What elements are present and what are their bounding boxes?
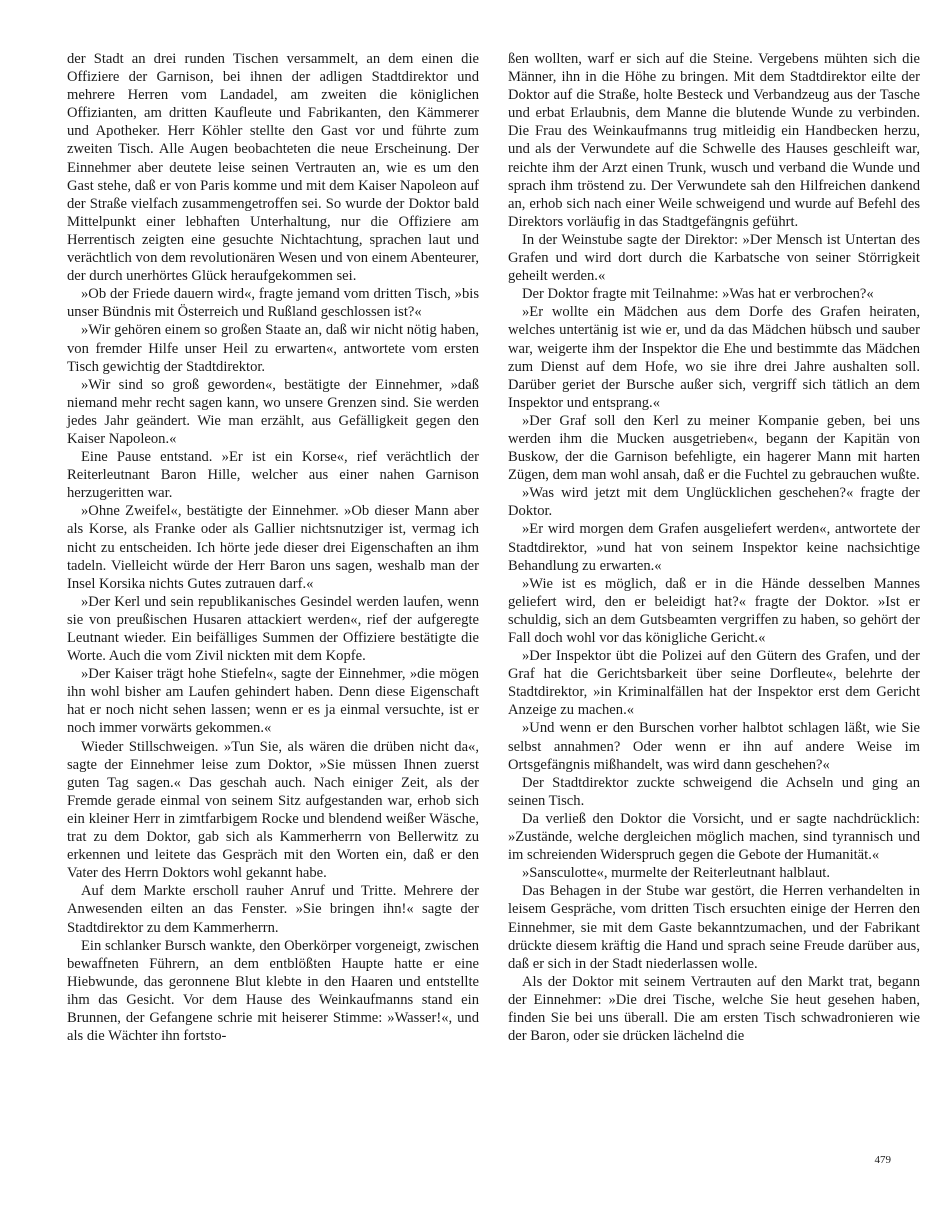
paragraph: Der Doktor fragte mit Teilnahme: »Was hat er verbrochen?« [522, 286, 874, 303]
paragraph: »Er wird morgen dem Grafen ausgeliefert werden«, antwortete der Stadtdirektor, »und hat von seinem Inspektor keine nachsichtige Behandlung zu erwarten.« [508, 521, 920, 574]
paragraph: In der Weinstube sagte der Direktor: »Der Mensch ist Untertan des Grafen und wird dort durch die Karbatsche von seiner Störrigkeit geheilt werden.« [508, 231, 920, 285]
paragraph: »Der Kerl und sein republikanisches Gesindel werden laufen, wenn sie von preußischen Husaren attackiert werden«, rief der aufgeregte Leutnant wieder. Ein beifälliges Summen der Offiziere bestätigte die Worte. Auch die vom Zivil nickten mit dem Kopfe. [67, 593, 479, 665]
paragraph: Wieder Stillschweigen. »Tun Sie, als wären die drüben nicht da«, sagte der Einnehmer leise zum Doktor, »Sie müssen Ihnen zuerst guten Tag sagen.« Das geschah auch. Nach einiger Zeit, als der Fremde gerade einmal von seinem Sitz aufgestanden war, erhob sich ein kleiner Herr in zimtfarbigem Rocke und blendend weißer Wäsche, trat zu dem Doktor, gab sich als Kammerherrn von Bellerwitz zu erkennen und leitete das Gespräch mit den Worten ein, daß er den Vater des Herrn Doktors wohl gekannt habe. [67, 738, 479, 882]
paragraph: »Der Kaiser trägt hohe Stiefeln«, sagte der Einnehmer, »die mögen ihn wohl bisher am Laufen gehindert haben. Denn diese Eigenschaft hat er noch nicht sehen lassen; wenn er es ja einmal versuchte, ist er noch immer vorwärts gekommen.« [67, 666, 479, 737]
paragraph: »Wir gehören einem so großen Staate an, daß wir nicht nötig haben, von fremder Hilfe unser Heil zu erwarten«, antwortete vom ersten Tisch gewichtig der Stadtdirektor. [67, 322, 479, 375]
paragraph: »Der Inspektor übt die Polizei auf den Gütern des Grafen, und der Graf hat die Gerichtsbarkeit über seine Dorfleute«, belehrte der Stadtdirektor, »in Kriminalfällen hat der Inspektor erst dem Gericht Anzeige zu machen.« [508, 648, 920, 719]
paragraph: ßen wollten, warf er sich auf die Steine. Vergebens mühten sich die Männer, ihn in die Höhe zu bringen. Mit dem Stadtdirektor eilte der Doktor auf die Straße, holte Besteck und Verbandzeug aus der Tasche und erbat Erlaubnis, dem Manne die blutende Wunde zu verbinden. Die Frau des Weinkaufmanns trug mitleidig ein Handbecken herzu, und als der Verwundete auf die Schwelle des Hauses geschleift war, reichte ihm der Arzt einen Trunk, wusch und verband die Wunde und sprach ihm tröstend zu. Der Verwundete sah den Hilfreichen dankend an, erhob sich nach einer Weile schweigend und wurde auf Befehl des Direktors vorläufig in das Stadtgefängnis geführt. [508, 51, 920, 230]
paragraph: Da verließ den Doktor die Vorsicht, und er sagte nachdrücklich: »Zustände, welche dergleichen möglich machen, sind tyrannisch und im schreienden Widerspruch gegen die Gebote der Humanität.« [508, 810, 920, 864]
paragraph: »Und wenn er den Burschen vorher halbtot schlagen läßt, wie Sie selbst annahmen? Oder wenn er ihn auf andere Weise im Ortsgefängnis mißhandelt, was wird dann geschehen?« [508, 720, 920, 773]
paragraph: Eine Pause entstand. »Er ist ein Korse«, rief verächtlich der Reiterleutnant Baron Hille, welcher aus einer nahen Garnison herzugeritten war. [67, 449, 479, 502]
page-number: 479 [874, 1154, 891, 1166]
paragraph: »Sansculotte«, murmelte der Reiterleutnant halblaut. [522, 865, 831, 882]
paragraph: »Was wird jetzt mit dem Unglücklichen geschehen?« fragte der Doktor. [508, 485, 920, 520]
paragraph: Der Stadtdirektor zuckte schweigend die Achseln und ging an seinen Tisch. [508, 774, 920, 809]
paragraph: Ein schlanker Bursch wankte, den Oberkörper vorgeneigt, zwischen bewaffneten Führern, an dem entblößten Haupte hatte er eine Hiebwunde, das geronnene Blut klebte in den Haaren und entstellte ihm das Gesicht. Vor dem Hause des Weinkaufmanns stand ein Brunnen, der Gefangene schrie mit heiserer Stimme: »Wasser!«, und als die Wächter ihn fortsto- [67, 937, 479, 1045]
paragraph: »Wir sind so groß geworden«, bestätigte der Einnehmer, »daß niemand mehr recht sagen kann, wo unsere Grenzen sind. Sie werden jedes Jahr geändert. Wie man erzählt, aus Gefälligkeit gegen den Kaiser Napoleon.« [67, 376, 479, 447]
paragraph: Auf dem Markte erscholl rauher Anruf und Tritte. Mehrere der Anwesenden eilten an das Fenster. »Sie bringen ihn!« sagte der Stadtdirektor zu dem Kammerherrn. [67, 883, 479, 936]
left-column [67, 50, 479, 1045]
paragraph: der Stadt an drei runden Tischen versammelt, an dem einen die Offiziere der Garnison, bei ihnen der adligen Stadtdirektor und mehrere Herren vom Landadel, am zweiten die königlichen Offizianten, am dritten Kaufleute und Fabrikanten, den Kämmerer und Apotheker. Herr Köhler stellte den Gast vor und führte zum zweiten Tisch. Alle Augen beobachteten die neue Erscheinung. Der Einnehmer aber deutete leise seinen Vertrauten an, wie es um den Gast stehe, daß er von Paris komme und mit dem Kaiser Napoleon auf der Straße vielfach zusammengetroffen sei. So wurde der Doktor bald Mittelpunkt einer lebhaften Unterhaltung, nur die Offiziere am Herrentisch zeigten eine gesuchte Nichtachtung, sprachen laut und verächtlich von dem revolutionären Wesen und von einem Abenteurer, der durch unerhörtes Glück heraufgekommen sei. [67, 51, 479, 285]
paragraph: »Wie ist es möglich, daß er in die Hände desselben Mannes geliefert wird, den er beleidigt hat?« fragte der Doktor. »Ist er schuldig, sich an dem Gutsbeamten vergriffen zu haben, so gehört der Fall doch wohl vor das königliche Gericht.« [508, 575, 920, 646]
paragraph: Das Behagen in der Stube war gestört, die Herren verhandelten in leisem Gespräche, vom dritten Tisch ersuchten einige der Herren den Einnehmer, sie mit dem Gaste bekanntzumachen, und der Fabrikant drückte diesem kräftig die Hand und sprach seine Freude darüber aus, daß er sich in der Stadt niederlassen wolle. [508, 883, 920, 972]
paragraph: »Ohne Zweifel«, bestätigte der Einnehmer. »Ob dieser Mann aber als Korse, als Franke oder als Gallier nichtsnutziger ist, vermag ich nicht zu entscheiden. Ich hörte jede dieser drei Eigenschaften an ihm tadeln. Vielleicht würde der Herr Baron uns sagen, weshalb man der Insel Korsika nichts Gutes zutrauen darf.« [67, 503, 479, 592]
right-column [508, 50, 920, 1045]
paragraph: »Ob der Friede dauern wird«, fragte jemand vom dritten Tisch, »bis unser Bündnis mit Österreich und Rußland geschlossen ist?« [67, 286, 479, 321]
paragraph: »Er wollte ein Mädchen aus dem Dorfe des Grafen heiraten, welches untertänig ist wie er, und da das Mädchen hübsch und sauber war, weigerte ihm der Inspektor die Ehe und bestimmte das Mädchen zum Dienst auf dem Hofe, wo sie ihre drei Jahre aushalten soll. Darüber geriet der Bursche außer sich, vergriff sich tätlich an dem Inspektor und entsprang.« [508, 304, 920, 411]
paragraph: »Der Graf soll den Kerl zu meiner Kompanie geben, bei uns werden ihm die Mucken ausgetrieben«, begann der Kapitän von Buskow, der die Garnison befehligte, ein hagerer Mann mit harten Zügen, dem man wohl ansah, daß er die Fuchtel zu gebrauchen wußte. [508, 412, 920, 484]
paragraph: Als der Doktor mit seinem Vertrauten auf den Markt trat, begann der Einnehmer: »Die drei Tische, welche Sie heut gesehen haben, finden Sie bei uns überall. Die am ersten Tisch schwadronieren wie der Baron, oder sie drücken lächelnd die [508, 973, 920, 1045]
